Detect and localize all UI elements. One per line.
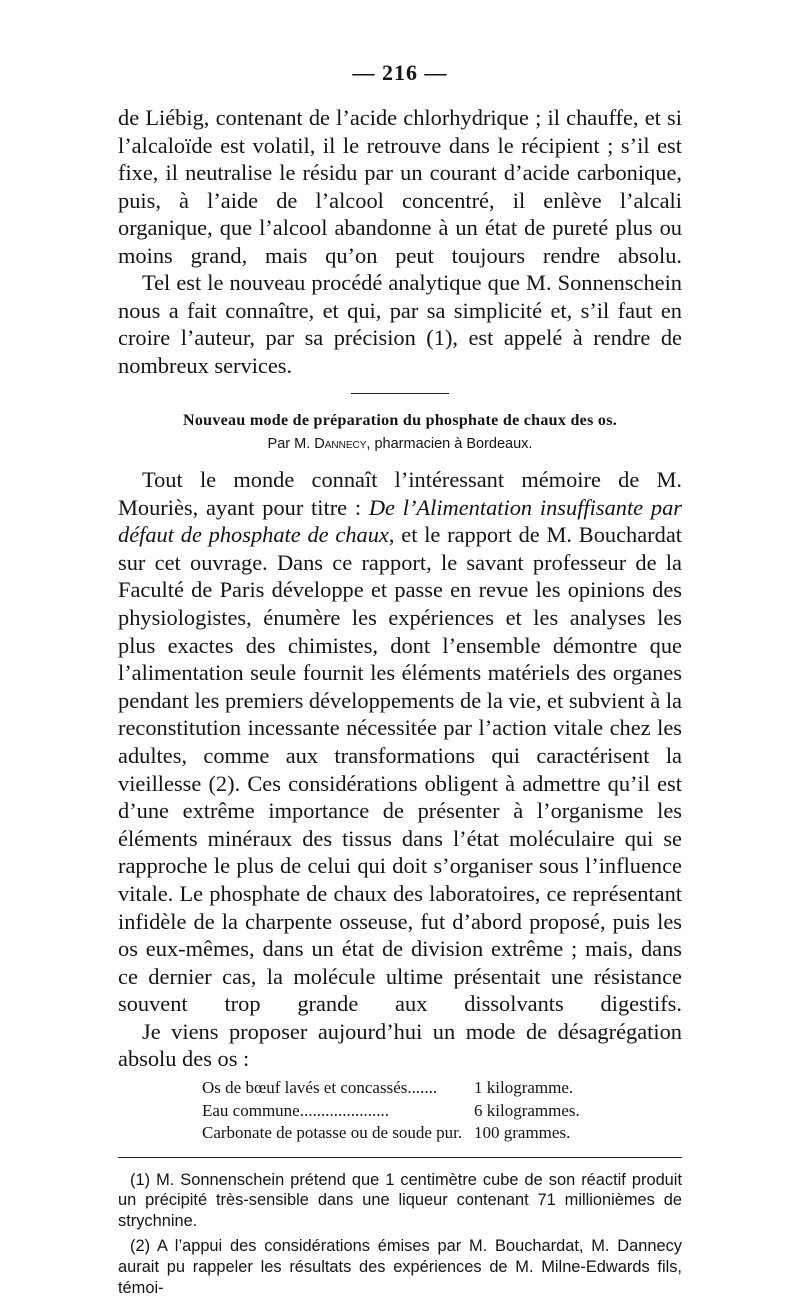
recipe-ingredient: Eau commune.....................	[202, 1100, 389, 1120]
paragraph-sonnenschein: Tel est le nouveau procédé analytique que M. Sonnenschein nous a fait connaître, et qui, par sa simplicité et, s’il faut en croire l’auteur, par sa précision (1), est appelé à rendre de nombreux services.	[118, 270, 682, 378]
author-suffix: , pharmacien à Bordeaux.	[366, 436, 533, 452]
recipe-ingredient: Carbonate de potasse ou de soude pur.	[202, 1123, 463, 1143]
cited-work-title: De l’Alimentation insuffisante par défaut de phosphate de chaux	[118, 494, 682, 548]
article-paragraph-2: Je viens proposer aujourd’hui un mode de désagrégation absolu des os :	[118, 1018, 682, 1072]
section-title: Nouveau mode de préparation du phosphate de chaux des os.	[182, 412, 618, 429]
recipe-quantity: 100 grammes.	[474, 1123, 571, 1143]
recipe-ingredient: Os de bœuf lavés et concassés.......	[202, 1078, 438, 1098]
recipe-row	[202, 1122, 682, 1145]
footnote-divider	[118, 1157, 682, 1158]
recipe-row	[202, 1100, 682, 1123]
section-divider	[351, 393, 449, 394]
author-prefix: Par M.	[267, 436, 315, 452]
recipe-quantity: 1 kilogramme.	[474, 1078, 574, 1098]
footnote-1: (1) M. Sonnenschein prétend que 1 centimètre cube de son réactif produit un précipité très-sensible dans une liqueur contenant 71 millionièmes de strychnine.	[118, 1170, 682, 1231]
article-body: , et le rapport de M. Bouchardat sur cet ouvrage. Dans ce rapport, le savant professeur de la Faculté de Paris développe et passe en revue les opinions des physiologistes, énumère les expériences et les analyses les plus exactes des chimistes, dont l’ensemble démontre que l’alimentation seule fournit les éléments matériels des organes pendant les premiers développements de la vie, et subvient à la reconstitution incessante nécessitée par l’action vitale chez les adultes, comme aux transformations qui caractérisent la vieillesse (2). Ces considérations obligent à admettre qu’il est d’une extrême importance de présenter à l’organisme les éléments minéraux des tissus dans l’état moléculaire qui se rapproche le plus de celui qui doit s’organiser sous l’influence vitale. Le phosphate de chaux des laboratoires, ce représentant infidèle de la charpente osseuse, fut d’abord proposé, puis les os eux-mêmes, dans un état de division extrême ; mais, dans ce dernier cas, la molécule ultime présentait une résistance souvent trop grande aux dissolvants digestifs.	[118, 522, 682, 1017]
article-paragraph-1	[118, 466, 682, 1018]
recipe-list	[202, 1077, 682, 1145]
page-number: — 216 —	[352, 60, 448, 85]
recipe-quantity: 6 kilogrammes.	[474, 1100, 580, 1120]
article-intro: Tout le monde connaît l’intéressant mémoire de M. Mouriès, ayant pour titre :	[118, 467, 682, 520]
paragraph-continuation: de Liébig, contenant de l’acide chlorhydrique ; il chauffe, et si l’alcaloïde est volatil, il le retrouve dans le récipient ; s’il est fixe, il neutralise le résidu par un courant d’acide carbonique, puis, à l’aide de l’alcool concentré, il enlève l’alcali organique, que l’alcool abandonne à un état de pureté plus ou moins grand, mais qu’on peut toujours rendre absolu.	[118, 105, 682, 268]
recipe-row	[202, 1077, 682, 1100]
footnote-2: (2) A l’appui des considérations émises par M. Bouchardat, M. Dannecy aurait pu rappeler les résultats des expériences de M. Milne-Edwards fils, témoi-	[118, 1236, 682, 1297]
author-name: Dannecy	[314, 436, 367, 452]
author-line	[118, 436, 682, 452]
